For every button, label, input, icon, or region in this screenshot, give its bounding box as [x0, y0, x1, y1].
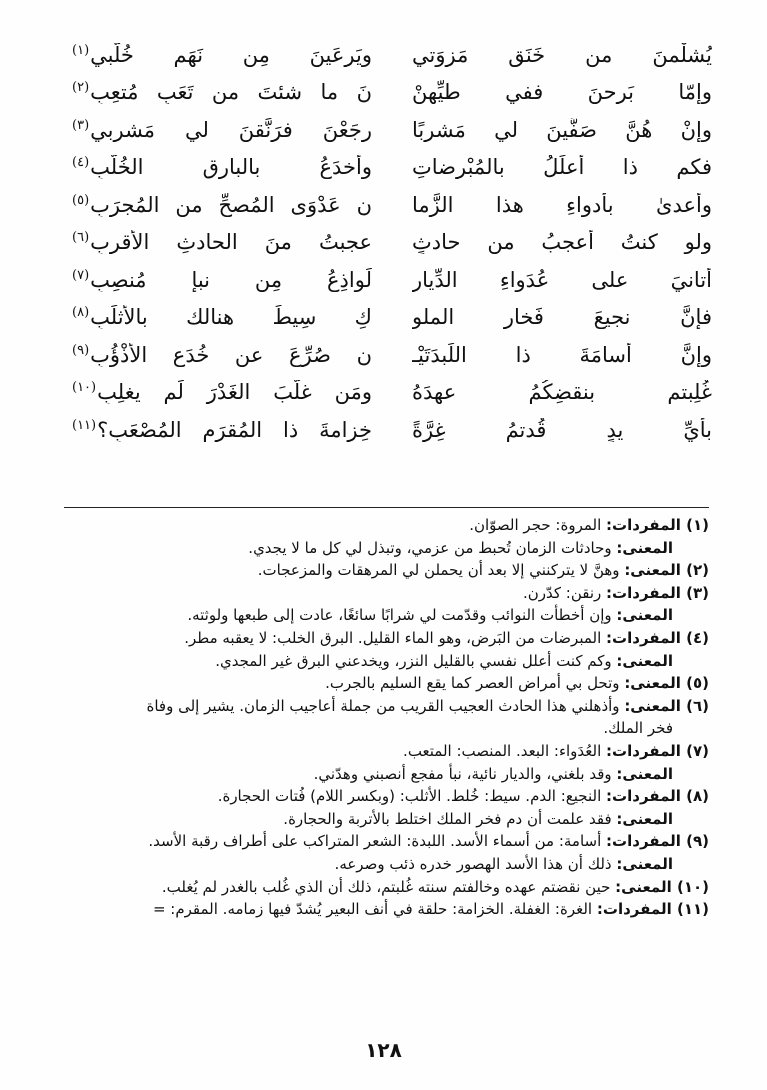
footnote-text: المروة: حجر الصوّان.: [469, 516, 607, 534]
footnote-marker: (٨): [72, 305, 90, 321]
footnote-text: أسامة: من أسماء الأسد. اللبدة: الشعر المتراكب على أطراف رقبة الأسد.: [148, 832, 607, 851]
footnote-marker: (٣): [72, 117, 90, 133]
verse-line: [52, 36, 712, 74]
first-hemistich: غُلِبتم بنقضِكُمُ عهدَهُ: [412, 380, 712, 405]
footnote-line: [64, 650, 709, 673]
verse-line: [52, 224, 712, 262]
second-hemistich: [72, 80, 372, 104]
footnotes: [64, 514, 709, 921]
footnote-label: (١) المفردات:: [606, 516, 709, 534]
footnote-text: رنقن: كدّرن.: [522, 583, 607, 602]
footnote-label: المعنى:: [616, 809, 673, 828]
verse-line: [52, 74, 712, 112]
footnote-text: وأذهلني هذا الحادث العجيب القريب من جملة أعاجيب الزمان. يشير إلى وفاة: [146, 696, 625, 715]
footnote-line: [64, 514, 709, 537]
footnote-text: الغرة: الغفلة. الخزامة: حلقة في أنف البعير يُشدّ فيها زمامه. المقرم: =: [152, 900, 597, 919]
second-hemistich: [72, 193, 372, 217]
first-hemistich: بأيِّ يدٍ قُدتمُ غِرَّةً: [412, 417, 712, 442]
footnote-marker: (١): [72, 42, 90, 58]
second-hemistich: [72, 380, 372, 404]
footnote-text: وإن أخطأت النوائب وقدّمت لي شرابًا سائغًا، عادت إلى طبعها ولوثته.: [187, 606, 617, 625]
second-hemistich: [72, 418, 372, 442]
footnote-line: [64, 876, 709, 899]
verse-line: [52, 336, 712, 374]
second-hemistich-text: كِ سِيطَ هنالك بالأثلَبِ: [90, 305, 372, 330]
footnote-label: (٨) المفردات:: [606, 787, 709, 806]
footnote-marker: (١١): [72, 417, 97, 433]
footnote-label: المعنى:: [616, 606, 673, 625]
footnote-label: (٢) المعنى:: [624, 561, 709, 580]
second-hemistich-text: ويَرعَينَ مِن نَهَم خُلَّبي: [90, 42, 372, 67]
footnote-text: النجيع: الدم. سيط: خُلط. الأثلب: (وبكسر اللام) فُتات الحجارة.: [217, 787, 607, 806]
first-hemistich: وإنْ هُنَّ صَفَّينَ لي مَشربًا: [412, 117, 712, 142]
footnote-label: (٤) المفردات:: [606, 628, 709, 647]
first-hemistich: أتانيَ على عُدَواءِ الدِّيارِ: [412, 267, 712, 292]
second-hemistich-text: نَ ما شئتَ من تَعَبٍ مُتعِبِ: [90, 80, 372, 105]
first-hemistich: يُشلْمنَ من خَنَقٍ مَزوَتي: [412, 42, 712, 67]
footnote-text: وقد بلغني، والديار نائية، نبأ مفجع أنصبني وهدّني.: [313, 764, 617, 783]
footnote-line: [64, 785, 709, 808]
footnote-marker: (٩): [72, 342, 90, 358]
second-hemistich-text: نِ عَدْوَى المُصحِّ من المُجرَبِ: [90, 192, 372, 217]
footnote-text: حين نقضتم عهده وخالفتم سنته غُلبتم، ذلك أن الذي غُلب بالغدر لم يُغلب.: [161, 877, 616, 896]
footnote-label: المعنى:: [616, 854, 673, 873]
footnote-label: (١١) المفردات:: [596, 900, 709, 919]
second-hemistich: [72, 268, 372, 292]
footnote-label: المعنى:: [616, 538, 673, 557]
verse-line: [52, 261, 712, 299]
footnote-marker: (٥): [72, 192, 90, 208]
footnote-line: [64, 763, 709, 786]
verse-line: [52, 149, 712, 187]
first-hemistich: فإنَّ نجيعَ فَخارِ الملو: [412, 305, 712, 330]
footnote-text: المبرضات من البَرض، وهو الماء القليل. البرق الخلب: لا يعقبه مطر.: [184, 628, 607, 647]
second-hemistich-text: ومَن غلَّبَ الغَدْرَ لَم يغلِبِ: [97, 380, 372, 405]
footnote-text: وكم كنت أعلل نفسي بالقليل النزر، ويخدعني البرق غير المجدي.: [215, 651, 617, 670]
second-hemistich-text: وأُخدَعُ بالبارقِ الخُلَّبِ: [90, 155, 372, 180]
footnote-marker: (١٠): [72, 380, 97, 396]
footnote-text: فقد علمت أن دم فخر الملك اختلط بالأتربة والحجارة.: [283, 809, 617, 828]
second-hemistich: [72, 305, 372, 329]
footnote-text: فخر الملك.: [603, 719, 673, 738]
second-hemistich: [72, 118, 372, 142]
footnote-line: [64, 627, 709, 650]
first-hemistich: وإمّا بَرِحنَ ففي طيِّهِنْ: [412, 80, 712, 105]
footnote-line: [64, 830, 709, 853]
footnote-label: (٣) المفردات:: [606, 583, 709, 602]
footnote-line: [64, 672, 709, 695]
footnote-line: [64, 808, 709, 831]
second-hemistich: [72, 343, 372, 367]
footnote-marker: (٦): [72, 230, 90, 246]
first-hemistich: ولو كنتُ أعجبُ من حادثٍ: [412, 230, 712, 255]
verse-line: [52, 411, 712, 449]
verse-line: [52, 374, 712, 412]
footnote-separator: [64, 507, 709, 508]
verse-line: [52, 186, 712, 224]
poem-verses: [52, 36, 712, 449]
second-hemistich: [72, 155, 372, 179]
second-hemistich-text: لَواذِعُ مِن نبإٍ مُنصِبِ: [90, 267, 372, 292]
second-hemistich-text: نِ صُرِّعَ عن خُدَعِ الأذْؤُبِ: [90, 342, 372, 367]
footnote-line: [64, 740, 709, 763]
footnote-label: (٩) المفردات:: [606, 832, 709, 851]
footnote-line: [64, 695, 709, 718]
footnote-line: [64, 537, 709, 560]
second-hemistich-text: خِزامةَ ذا المُقرَمِ المُصْعَبِ؟: [97, 417, 372, 442]
footnote-marker: (٧): [72, 267, 90, 283]
footnote-label: (٧) المفردات:: [606, 741, 709, 760]
second-hemistich: [72, 43, 372, 67]
page-number: ١٢٨: [365, 1038, 402, 1062]
footnote-text: وتحل بي أمراض العصر كما يقع السليم بالجرب.: [325, 674, 625, 693]
footnote-line: [64, 898, 709, 921]
second-hemistich-text: عجبتُ منَ الحادثِ الأقربِ: [90, 230, 372, 255]
footnote-line: [64, 559, 709, 582]
footnote-line: [64, 717, 709, 740]
second-hemistich-text: رجَعْنَ فرَنَّقنَ لي مَشربي: [90, 117, 372, 142]
footnote-label: (٥) المعنى:: [624, 674, 709, 693]
footnote-marker: (٢): [72, 80, 90, 96]
footnote-label: (١٠) المعنى:: [615, 877, 709, 896]
footnote-label: المعنى:: [616, 764, 673, 783]
footnote-marker: (٤): [72, 155, 90, 171]
first-hemistich: فكم ذا أُعلِّلُ بالمُبْرِضاتِ: [412, 155, 712, 180]
footnote-text: وحادثات الزمان تُحبط من عزمي، وتبذل لي كل ما لا يجدي.: [248, 538, 617, 557]
first-hemistich: وإنَّ أُسامَةَ ذا اللِّبدَتَيْـ: [412, 342, 712, 367]
footnote-text: ذلك أن هذا الأسد الهصور خدره ذئب وصرعه.: [334, 854, 617, 873]
footnote-line: [64, 582, 709, 605]
footnote-label: المعنى:: [616, 651, 673, 670]
first-hemistich: وأُعدىٰ بأدواءِ هذا الزَّما: [412, 192, 712, 217]
verse-line: [52, 299, 712, 337]
footnote-text: وهنَّ لا يتركنني إلا بعد أن يحملن لي المرهقات والمزعجات.: [257, 561, 625, 580]
second-hemistich: [72, 230, 372, 254]
footnote-label: (٦) المعنى:: [624, 696, 709, 715]
footnote-line: [64, 853, 709, 876]
footnote-text: العُدَواء: البعد. المنصب: المتعب.: [403, 741, 607, 760]
verse-line: [52, 111, 712, 149]
footnote-line: [64, 604, 709, 627]
